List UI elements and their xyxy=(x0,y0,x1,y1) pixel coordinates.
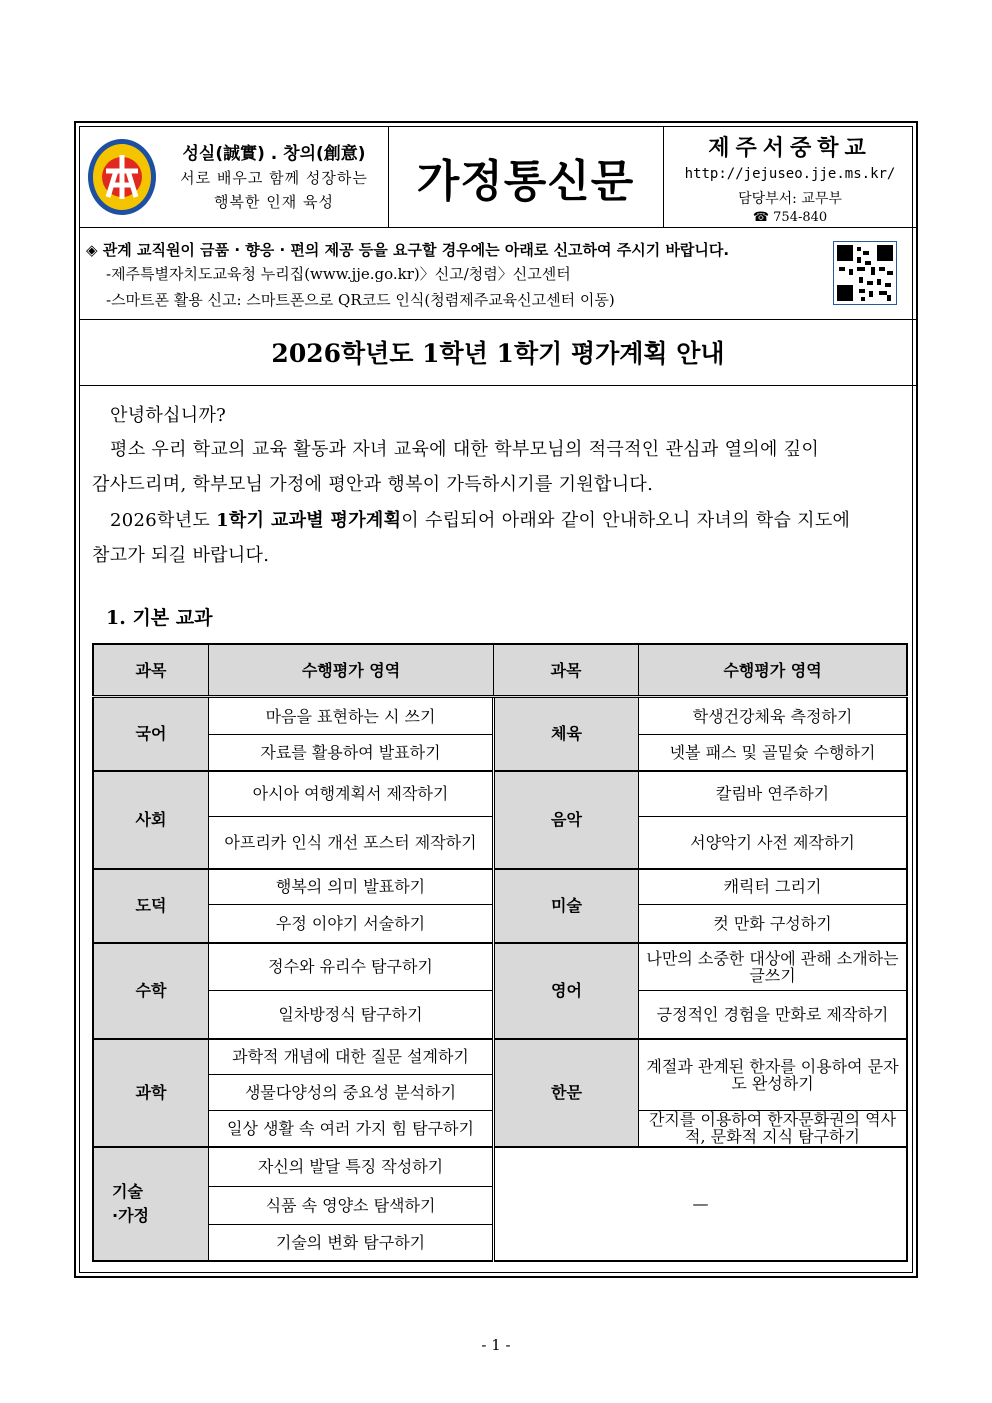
table-cell: 마음을 표현하는 시 쓰기 xyxy=(209,697,494,735)
motto-line-1: 성실(誠實) . 창의(創意) xyxy=(182,144,366,164)
subject-math: 수학 xyxy=(93,943,209,1039)
paragraph-2-line-2: 참고가 되길 바랍니다. xyxy=(92,545,270,566)
table-row xyxy=(93,1147,907,1187)
report-notice xyxy=(80,227,916,320)
paragraph-2-prefix: 2026학년도 xyxy=(110,510,217,531)
school-url-link[interactable]: http://jejuseo.jje.ms.kr/ xyxy=(684,166,896,182)
school-logo-icon xyxy=(86,137,158,217)
table-cell: 아프리카 인식 개선 포스터 제작하기 xyxy=(209,817,494,869)
paragraph-2-line-1 xyxy=(110,506,850,532)
notice-line-2: -제주특별자치도교육청 누리집(www.jje.go.kr)〉신고/청렴〉신고센터 xyxy=(106,265,571,283)
subject-korean: 국어 xyxy=(93,697,209,771)
subject-tech-home: 기술 ·가정 xyxy=(93,1147,209,1261)
subject-english: 영어 xyxy=(494,943,639,1039)
evaluation-table xyxy=(92,643,908,1262)
notice-line-3: -스마트폰 활용 신고: 스마트폰으로 QR코드 인식(청렴제주교육신고센터 이동) xyxy=(106,291,615,309)
paragraph-1-line-2: 감사드리며, 학부모님 가정에 평안과 행복이 가득하시기를 기원합니다. xyxy=(92,474,654,495)
notice-line-1: ◈ 관계 교직원이 금품 · 향응 · 편의 제공 등을 요구할 경우에는 아래로 신고하여 주시기 바랍니다. xyxy=(86,241,730,259)
greeting: 안녕하십니까? xyxy=(110,405,227,426)
header-area-left: 수행평가 영역 xyxy=(209,644,494,697)
table-cell: 과학적 개념에 대한 질문 설계하기 xyxy=(209,1039,494,1075)
school-name: 제주서중학교 xyxy=(708,136,872,161)
subject-pe: 체육 xyxy=(494,697,639,771)
table-cell: 자료를 활용하여 발표하기 xyxy=(209,735,494,771)
qr-code-icon[interactable] xyxy=(833,241,897,305)
newsletter-title-block xyxy=(388,127,664,227)
header-area-right: 수행평가 영역 xyxy=(639,644,908,697)
school-info-block xyxy=(664,127,916,227)
paragraph-1-line-1: 평소 우리 학교의 교육 활동과 자녀 교육에 대한 학부모님의 적극적인 관심과 열의에 깊이 xyxy=(110,439,820,460)
table-cell: 나만의 소중한 대상에 관해 소개하는 글쓰기 xyxy=(639,943,908,991)
paragraph-2-rest: 이 수립되어 아래와 같이 안내하오니 자녀의 학습 지도에 xyxy=(401,510,851,531)
table-row xyxy=(93,697,907,735)
document-title: 2026학년도 1학년 1학기 평가계획 안내 xyxy=(80,319,916,386)
table-cell: 학생건강체육 측정하기 xyxy=(639,697,908,735)
table-cell: 서양악기 사전 제작하기 xyxy=(639,817,908,869)
table-cell: 식품 속 영양소 탐색하기 xyxy=(209,1187,494,1225)
table-cell: 생물다양성의 중요성 분석하기 xyxy=(209,1075,494,1111)
paragraph-2-bold: 1학기 교과별 평가계획 xyxy=(216,510,402,531)
department: 담당부서: 교무부 xyxy=(738,191,842,207)
table-cell: 우정 이야기 서술하기 xyxy=(209,905,494,943)
motto-line-3: 행복한 인재 육성 xyxy=(214,193,334,211)
motto-line-2: 서로 배우고 함께 성장하는 xyxy=(180,169,368,187)
table-cell: 간지를 이용하여 한자문화권의 역사적, 문화적 지식 탐구하기 xyxy=(639,1111,908,1147)
table-row xyxy=(93,1039,907,1075)
table-header-row xyxy=(93,644,907,697)
table-row xyxy=(93,771,907,817)
header-subject-right: 과목 xyxy=(494,644,639,697)
subject-chinese: 한문 xyxy=(494,1039,639,1147)
page-frame xyxy=(74,121,918,1278)
table-cell: 정수와 유리수 탐구하기 xyxy=(209,943,494,991)
table-cell: 칼림바 연주하기 xyxy=(639,771,908,817)
table-cell: 캐릭터 그리기 xyxy=(639,869,908,905)
table-cell: 컷 만화 구성하기 xyxy=(639,905,908,943)
table-cell: 자신의 발달 특징 작성하기 xyxy=(209,1147,494,1187)
page-number: - 1 - xyxy=(481,1336,511,1354)
table-cell: 넷볼 패스 및 골밑슛 수행하기 xyxy=(639,735,908,771)
newsletter-header xyxy=(80,127,916,228)
subject-ethics: 도덕 xyxy=(93,869,209,943)
table-row xyxy=(93,869,907,905)
table-cell: 계절과 관계된 한자를 이용하여 문자도 완성하기 xyxy=(639,1039,908,1111)
header-subject-left: 과목 xyxy=(93,644,209,697)
table-row xyxy=(93,943,907,991)
subject-music: 음악 xyxy=(494,771,639,869)
table-cell: 일상 생활 속 여러 가지 힘 탐구하기 xyxy=(209,1111,494,1147)
empty-cell: — xyxy=(494,1147,908,1261)
subject-science: 과학 xyxy=(93,1039,209,1147)
table-cell: 긍정적인 경험을 만화로 제작하기 xyxy=(639,991,908,1039)
section-title: 1. 기본 교과 xyxy=(106,607,213,629)
page-frame-inner xyxy=(79,126,913,1273)
subject-art: 미술 xyxy=(494,869,639,943)
table-cell: 아시아 여행계획서 제작하기 xyxy=(209,771,494,817)
subject-social: 사회 xyxy=(93,771,209,869)
table-cell: 기술의 변화 탐구하기 xyxy=(209,1225,494,1261)
table-cell: 행복의 의미 발표하기 xyxy=(209,869,494,905)
table-cell: 일차방정식 탐구하기 xyxy=(209,991,494,1039)
phone-number: ☎ 754-840 xyxy=(752,210,828,225)
newsletter-title: 가정통신문 xyxy=(416,156,635,207)
school-motto-block xyxy=(80,127,389,227)
